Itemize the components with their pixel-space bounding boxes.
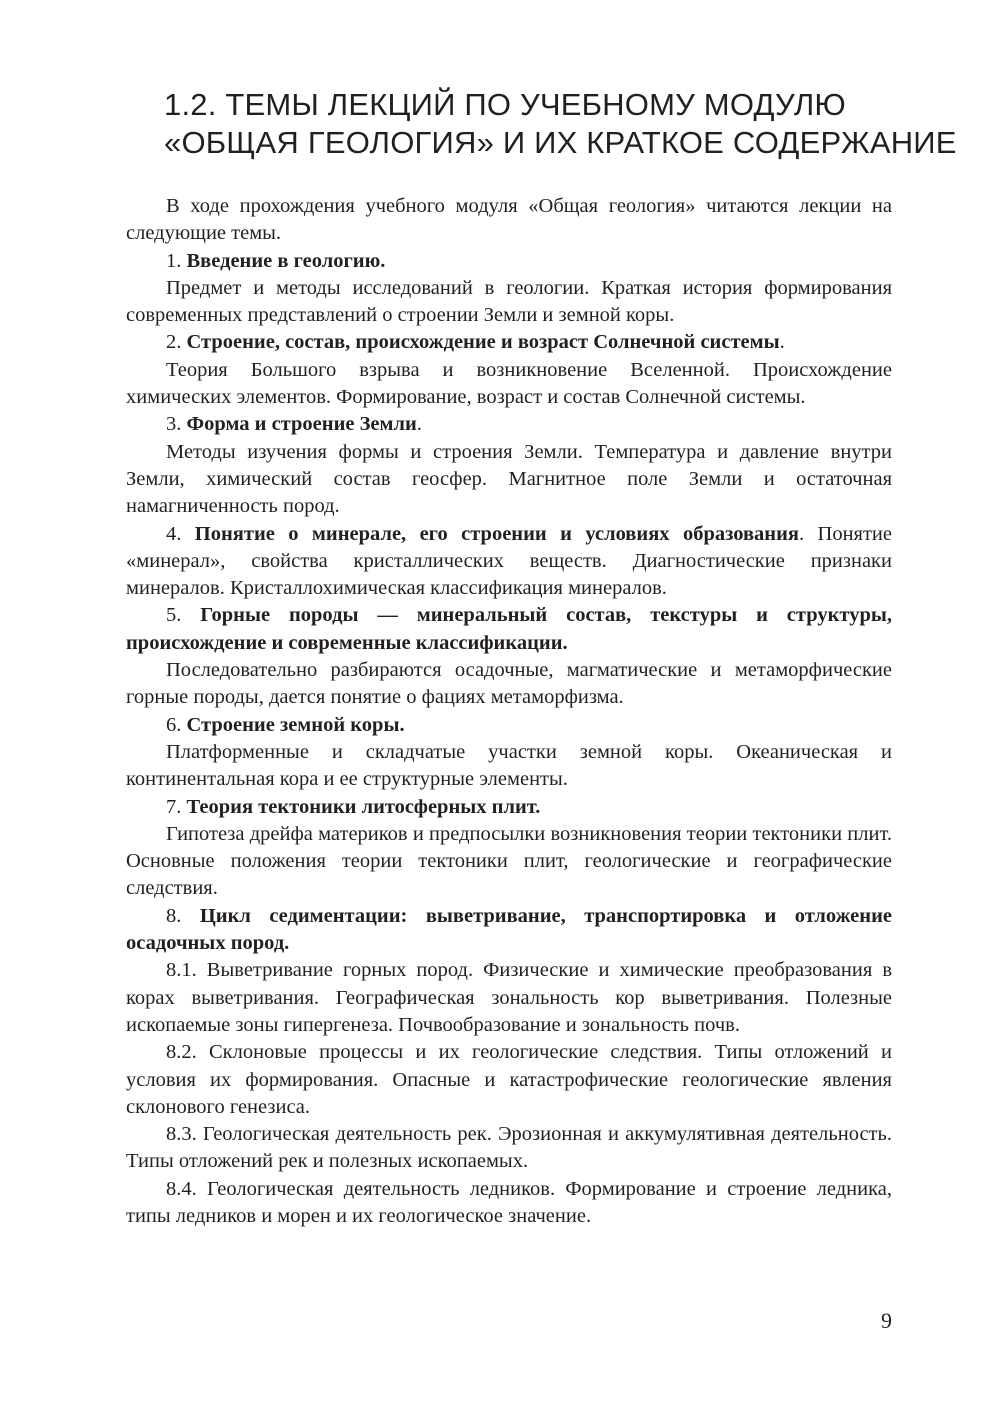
subtopic-8-3: 8.3. Геологическая деятельность рек. Эрозионная и аккумулятивная деятельность. Типы отложений рек и полезных ископаемых. (126, 1123, 892, 1173)
topic-7-heading (126, 794, 892, 821)
topic-2-description: Теория Большого взрыва и возникновение Вселенной. Происхождение химических элементов. Формирование, возраст и состав Солнечной системы. (126, 358, 892, 409)
page-number: 9 (881, 1308, 892, 1333)
topic-title: Введение в геологию. (186, 249, 386, 272)
topic-number: 6. (166, 713, 187, 736)
topic-2-heading (126, 329, 892, 356)
topic-title: Теория тектоники литосферных плит. (186, 795, 541, 818)
topic-title-punctuation: . (779, 331, 785, 354)
topic-title: Понятие о минерале, его строении и условиях образования (194, 522, 799, 545)
topic-number: 1. (166, 249, 187, 272)
topic-1-heading (126, 248, 892, 275)
topic-number: 5. (166, 604, 201, 627)
topic-4-paragraph (126, 521, 892, 603)
topic-number: 2. (166, 331, 187, 354)
topic-number: 4. (166, 522, 195, 545)
topic-5-description: Последовательно разбираются осадочные, магматические и метаморфические горные породы, дается понятие о фациях метаморфизма. (126, 659, 892, 709)
topic-title-punctuation: . (416, 413, 422, 436)
topic-number: 7. (166, 795, 187, 818)
topic-title: Строение земной коры. (186, 713, 405, 736)
topic-title: Форма и строение Земли (186, 413, 417, 436)
topic-number: 8. (166, 904, 200, 927)
subtopic-8-1: 8.1. Выветривание горных пород. Физические и химические преобразования в корах выветривания. Географическая зональность кор выветривания. Полезные ископаемые зоны гипергенеза. Почвообразование и зональность почв. (126, 959, 892, 1036)
topic-number: 3. (166, 413, 187, 436)
section-heading-line-2: «ОБЩАЯ ГЕОЛОГИЯ» И ИХ КРАТКОЕ СОДЕРЖАНИЕ (164, 125, 957, 160)
topic-title: Цикл седиментации: выветривание, транспортировка и отложение осадочных пород. (126, 904, 892, 955)
topic-6-heading (126, 712, 892, 739)
intro-paragraph: В ходе прохождения учебного модуля «Общая геология» читаются лекции на следующие темы. (126, 195, 892, 245)
topic-3-heading (126, 411, 892, 438)
section-heading (164, 86, 957, 162)
subtopic-8-4: 8.4. Геологическая деятельность ледников. Формирование и строение ледника, типы ледников и морен и их геологическое значение. (126, 1177, 892, 1227)
topic-4-description: . Понятие «минерал», свойства кристаллических веществ. Диагностические признаки минералов. Кристаллохимическая классификация минералов. (126, 522, 892, 600)
topic-7-description: Гипотеза дрейфа материков и предпосылки возникновения теории тектоники плит. Основные положения теории тектоники плит, геологические и географические следствия. (126, 822, 892, 900)
lecture-topics-body (126, 193, 892, 1230)
topic-3-description: Методы изучения формы и строения Земли. Температура и давление внутри Земли, химический состав геосфер. Магнитное поле Земли и остаточная намагниченность пород. (126, 440, 892, 518)
topic-title: Строение, состав, происхождение и возраст Солнечной системы (186, 331, 780, 354)
section-heading-line-1: 1.2. ТЕМЫ ЛЕКЦИЙ ПО УЧЕБНОМУ МОДУЛЮ (164, 87, 846, 122)
topic-5-heading (126, 602, 892, 657)
topic-title: Горные породы — минеральный состав, текстуры и структуры, происхождение и современные классификации. (126, 604, 892, 654)
topic-1-description: Предмет и методы исследований в геологии. Краткая история формирования современных представлений о строении Земли и земной коры. (126, 276, 892, 327)
subtopic-8-2: 8.2. Склоновые процессы и их геологические следствия. Типы отложений и условия их формирования. Опасные и катастрофические геологические явления склонового генезиса. (126, 1041, 892, 1118)
topic-8-heading (126, 903, 892, 958)
topic-6-description: Платформенные и складчатые участки земной коры. Океаническая и континентальная кора и ее структурные элементы. (126, 740, 892, 791)
